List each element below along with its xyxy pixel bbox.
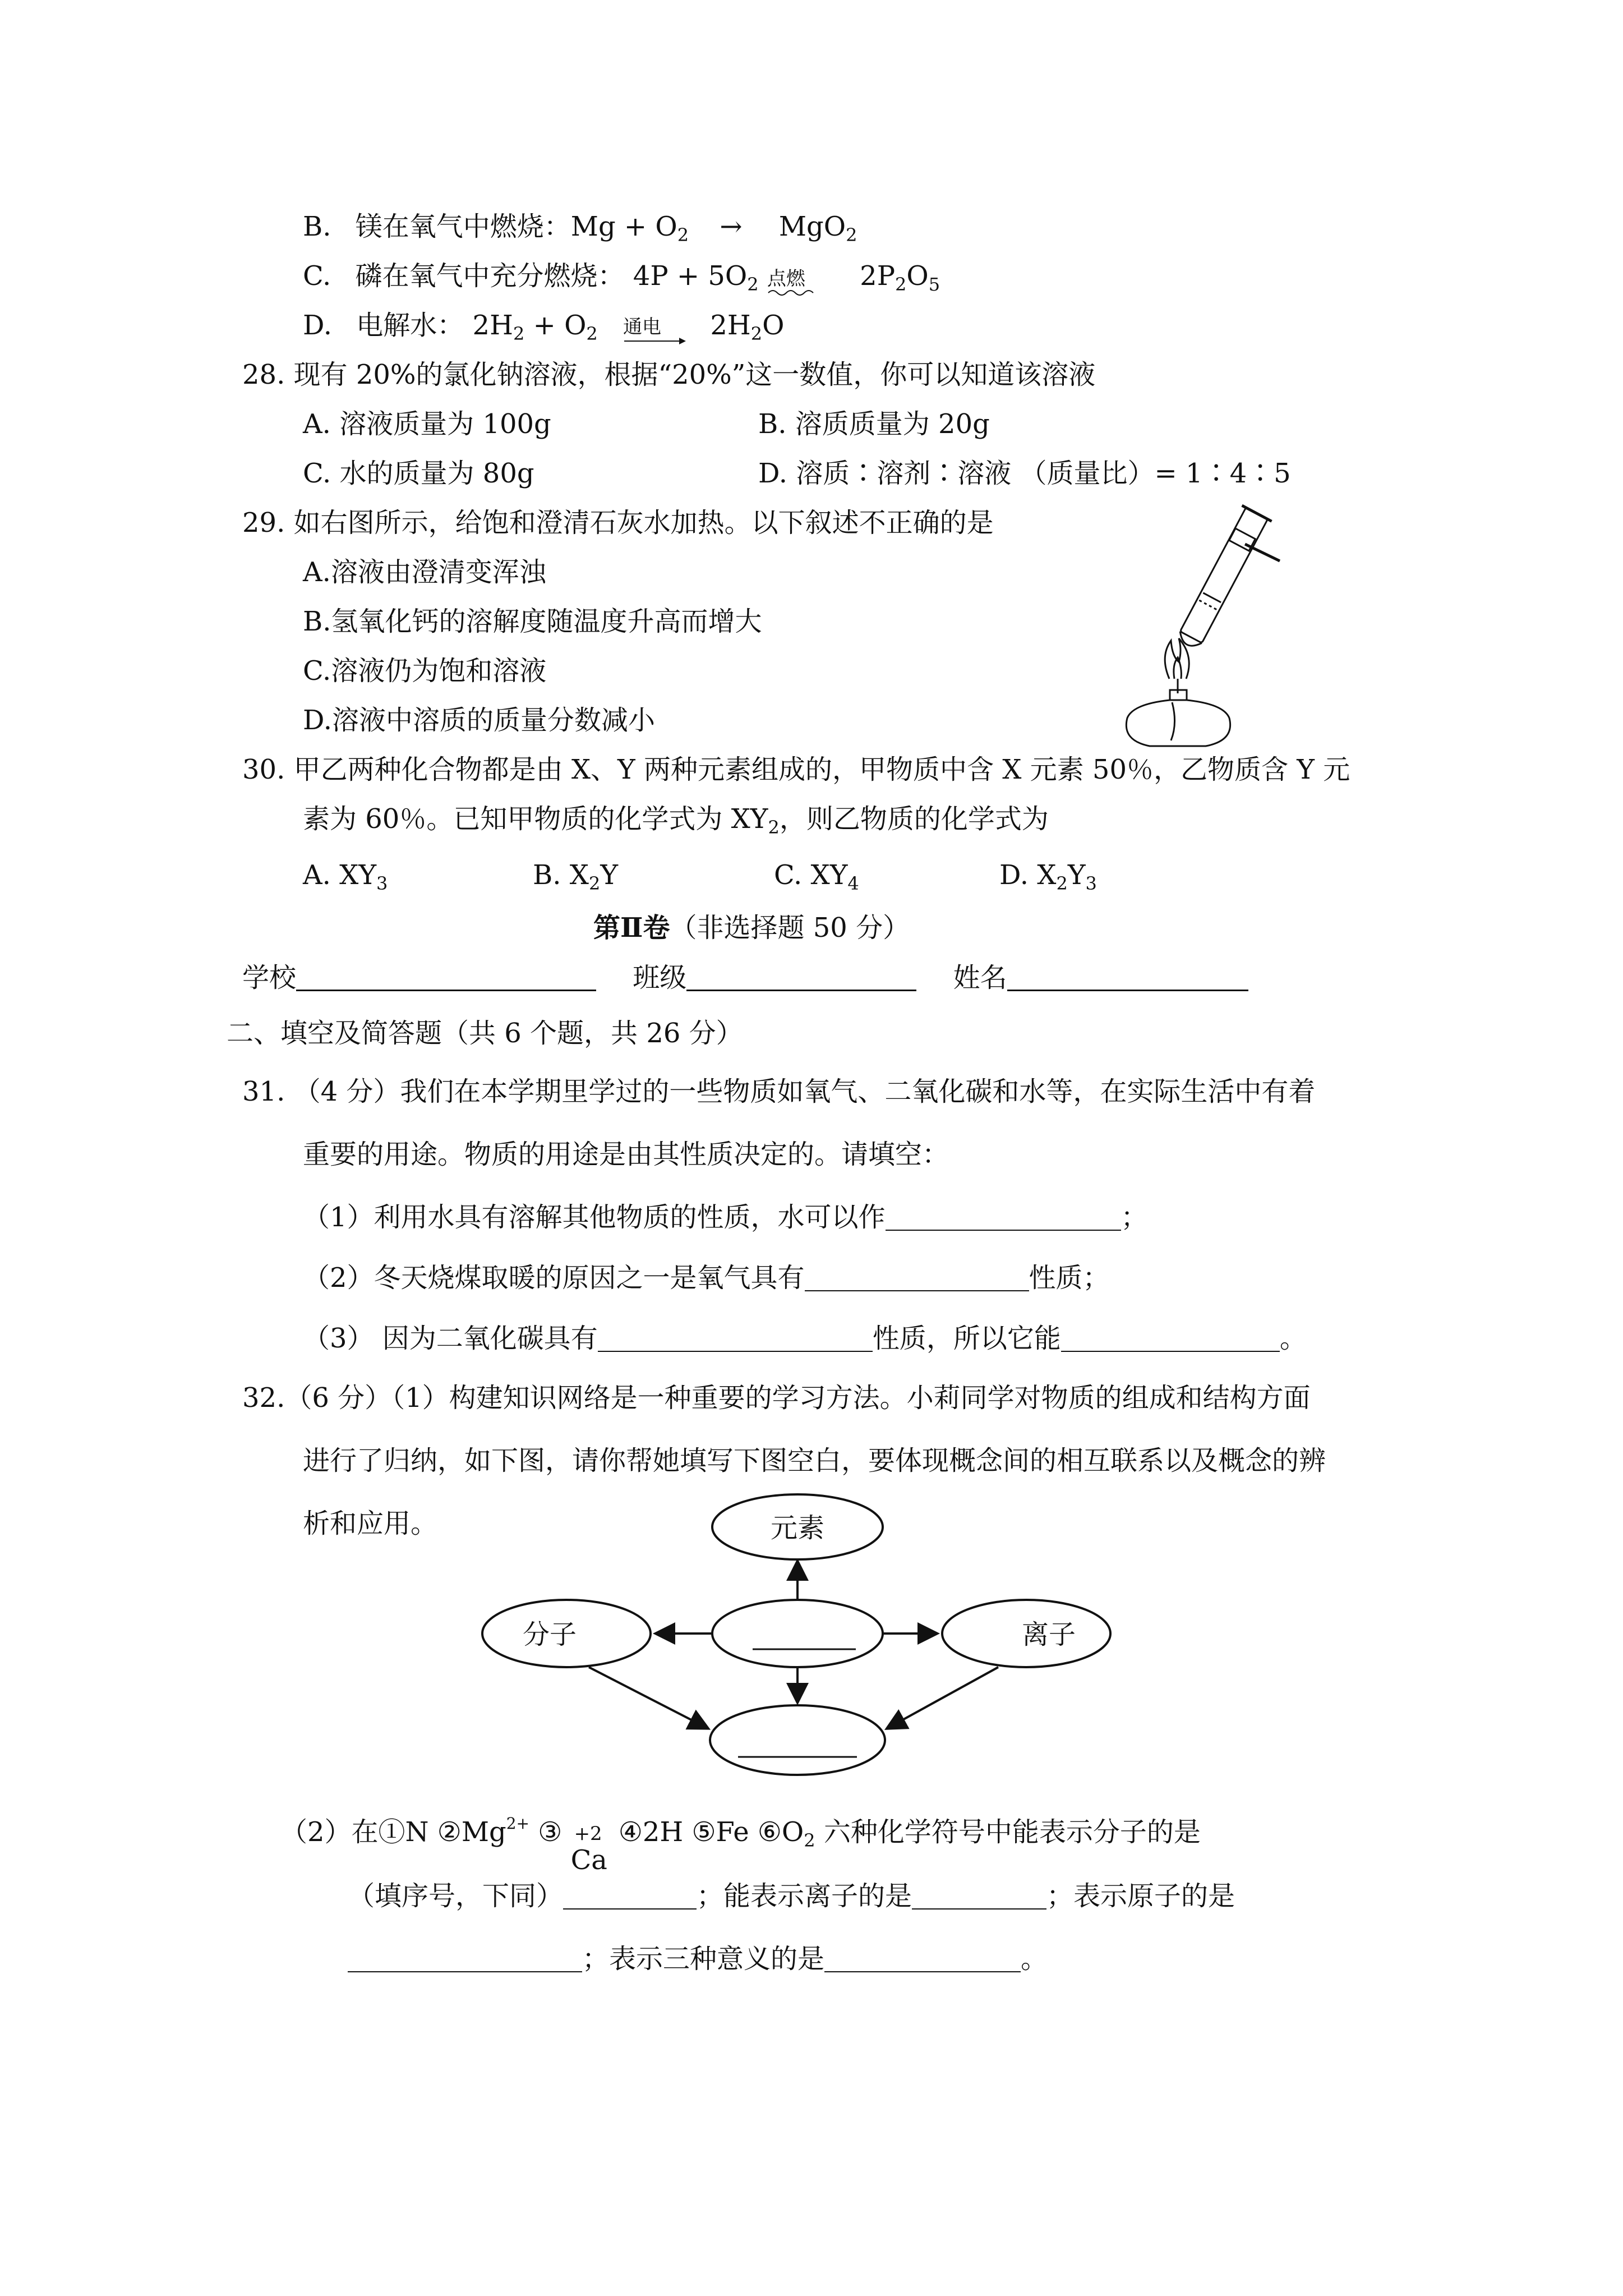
q27-option-d [303, 310, 785, 344]
option-text: Y [1067, 859, 1086, 891]
option-text: 镁在氧气中燃烧：Mg + O [355, 211, 677, 242]
q29-stem: 29. 如右图所示，给饱和澄清石灰水加热。以下叙述不正确的是 [242, 507, 994, 539]
subscript: 2 [1056, 873, 1068, 894]
reaction-condition: 点燃 [767, 268, 805, 290]
answer-blank[interactable] [348, 1945, 582, 1972]
q30-stem-line1: 30. 甲乙两种化合物都是由 X、Y 两种元素组成的，甲物质中含 X 元素 50％，乙物质含 Y 元 [242, 754, 1350, 785]
subscript: 2 [588, 873, 601, 894]
node-molecule-label: 分子 [522, 1619, 577, 1650]
subscript: 2 [768, 817, 780, 838]
subscript: 2 [895, 274, 907, 295]
q30-option-c [774, 859, 859, 894]
reaction-condition: 通电 [623, 316, 662, 338]
stem-text: ，则乙物质的化学式为 [779, 803, 1049, 835]
part-text: （2）冬天烧煤取暖的原因之一是氧气具有 [303, 1262, 805, 1294]
name-field[interactable] [1007, 964, 1248, 991]
part-text: （填序号，下同） [348, 1880, 564, 1912]
condition-wavy-line [767, 287, 829, 298]
answer-blank[interactable] [805, 1264, 1029, 1291]
q27-option-c [303, 260, 940, 295]
section-heading: 二、填空及简答题（共 6 个题，共 26 分） [227, 1018, 743, 1049]
q27-option-b [303, 211, 857, 246]
class-label: 班级 [633, 962, 687, 993]
subscript: 5 [928, 274, 940, 295]
calcium-symbol: Ca [570, 1844, 607, 1876]
q30-option-a [303, 859, 388, 894]
product: MgO [778, 211, 846, 242]
q32-part2-line3 [348, 1943, 1048, 1975]
part-text: 。 [1021, 1943, 1048, 1975]
class-field[interactable] [686, 964, 916, 991]
option-text: 电解水： 2H [356, 310, 513, 341]
subscript: 2 [846, 224, 857, 246]
q28-option-c: C. 水的质量为 80g [303, 458, 534, 489]
product: 2H [710, 310, 751, 341]
node-ion-label: 离子 [1021, 1619, 1076, 1650]
answer-blank[interactable] [912, 1883, 1046, 1910]
node-bottom-blank [710, 1705, 885, 1775]
q30-stem-line2 [303, 803, 1049, 838]
part-text: ； [1121, 1202, 1148, 1233]
subscript: 2 [513, 323, 525, 344]
option-label: C. [303, 260, 331, 292]
superscript: 2+ [506, 1814, 529, 1833]
section-title-bold: 第Ⅱ卷 [593, 912, 670, 944]
option-text: B. X [533, 859, 589, 891]
subscript: 2 [750, 323, 763, 344]
q31-stem-line1: 31. （4 分）我们在本学期里学过的一些物质如氧气、二氧化碳和水等，在实际生活中有着 [242, 1076, 1316, 1107]
alcohol-lamp [1126, 700, 1230, 746]
subscript: 3 [1085, 873, 1097, 894]
name-label: 姓名 [953, 962, 1007, 993]
stem-text: 素为 60％。已知甲物质的化学式为 XY [303, 803, 768, 835]
part-text: ④2H ⑤Fe ⑥O [610, 1816, 804, 1848]
option-text: 磷在氧气中充分燃烧： 4P + 5O [355, 260, 748, 292]
option-text: + O [524, 310, 587, 341]
q28-stem: 28. 现有 20%的氯化钠溶液，根据“20%”这一数值，你可以知道该溶液 [242, 359, 1096, 390]
q28-option-b: B. 溶质质量为 20g [758, 408, 990, 440]
subscript: 3 [376, 873, 388, 894]
student-info-row [242, 964, 1248, 991]
option-text: Y [600, 859, 619, 891]
part-text: ；表示三种意义的是 [582, 1943, 825, 1975]
option-text: A. XY [303, 859, 377, 891]
answer-blank[interactable] [886, 1204, 1121, 1231]
q30-option-b [533, 859, 619, 894]
school-label: 学校 [242, 962, 297, 993]
part-text: 六种化学符号中能表示分子的是 [815, 1816, 1201, 1848]
subscript: 2 [586, 323, 598, 344]
condition-arrow [623, 335, 690, 347]
answer-blank[interactable] [824, 1945, 1021, 1972]
q31-part2 [303, 1262, 1110, 1294]
q30-option-d [999, 859, 1097, 894]
node-center-blank [712, 1600, 883, 1667]
section-title-rest: （非选择题 50 分） [670, 912, 910, 944]
q32-part2-line2 [348, 1880, 1235, 1912]
part-text: 性质，所以它能 [872, 1323, 1061, 1354]
part-text: ；表示原子的是 [1046, 1880, 1235, 1912]
q31-stem-line2: 重要的用途。物质的用途是由其性质决定的。请填空： [303, 1139, 949, 1170]
q32-stem-line1: 32.（6 分）（1）构建知识网络是一种重要的学习方法。小莉同学对物质的组成和结构方面 [242, 1382, 1311, 1414]
test-tube [1180, 508, 1267, 643]
answer-blank[interactable] [598, 1325, 873, 1352]
option-text: D. X [999, 859, 1057, 891]
subscript: 4 [847, 873, 859, 894]
q32-part2-line1 [280, 1814, 1201, 1876]
option-label: D. [303, 310, 333, 341]
valence-charge: +2 [574, 1823, 602, 1845]
answer-blank[interactable] [563, 1883, 697, 1910]
q32-stem-line3: 析和应用。 [303, 1508, 438, 1539]
section-title [593, 912, 910, 944]
q29-option-b: B.氢氧化钙的溶解度随温度升高而增大 [303, 606, 762, 637]
product: 2P [860, 260, 896, 292]
subscript: 2 [804, 1830, 815, 1851]
option-label: B. [303, 211, 331, 242]
q28-option-a: A. 溶液质量为 100g [303, 408, 551, 440]
arrow-molecule-to-bottom [589, 1667, 707, 1728]
test-tube-heating-illustration [1116, 494, 1284, 752]
product: O [906, 260, 929, 292]
concept-map [460, 1481, 1144, 1784]
q29-option-c: C.溶液仍为饱和溶液 [303, 655, 547, 687]
subscript: 2 [677, 224, 689, 246]
part-text: （3） 因为二氧化碳具有 [303, 1323, 598, 1354]
q32-stem-line2: 进行了归纳，如下图，请你帮她填写下图空白，要体现概念间的相互联系以及概念的辨 [303, 1445, 1326, 1476]
subscript: 2 [747, 274, 759, 295]
q31-part1 [303, 1204, 1148, 1231]
product: O [762, 310, 785, 341]
part-text: （1）利用水具有溶解其他物质的性质，水可以作 [303, 1202, 886, 1233]
part-text: （2）在①N ②Mg [280, 1816, 506, 1848]
part-text: 。 [1279, 1323, 1307, 1354]
school-field[interactable] [296, 964, 596, 991]
option-text: C. XY [774, 859, 848, 891]
q29-option-a: A.溶液由澄清变浑浊 [303, 556, 546, 588]
part-text: 性质； [1029, 1262, 1110, 1294]
node-element-label: 元素 [770, 1512, 825, 1544]
part-text: ③ [529, 1816, 562, 1848]
q31-part3 [303, 1325, 1307, 1352]
arrow-ion-to-bottom [888, 1667, 998, 1728]
q28-option-d: D. 溶质∶溶剂∶溶液 （质量比）= 1∶4∶5 [758, 458, 1291, 489]
q29-option-d: D.溶液中溶质的质量分数减小 [303, 705, 656, 736]
reaction-arrow: → [720, 211, 743, 242]
answer-blank[interactable] [1061, 1325, 1280, 1352]
part-text: ；能表示离子的是 [697, 1880, 912, 1912]
